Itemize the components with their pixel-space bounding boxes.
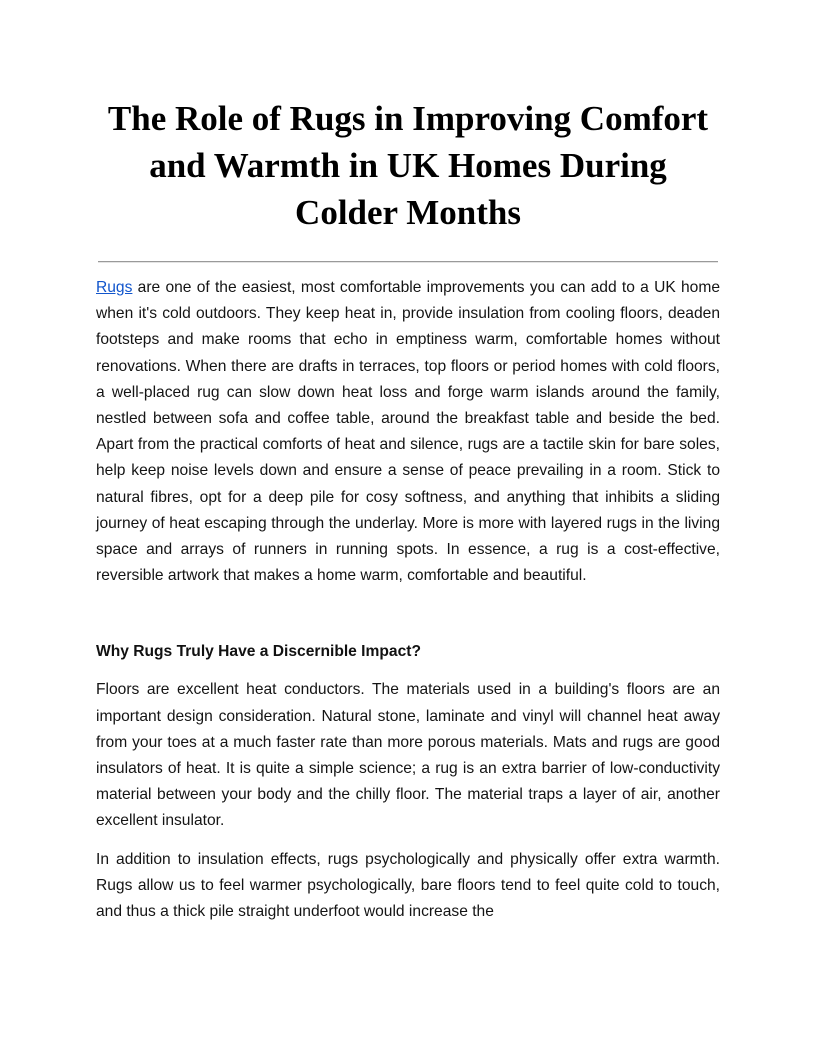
paragraph-psychology: In addition to insulation effects, rugs psychologically and physically offer extra warmth. Rugs allow us to feel warmer psychologically, bare floors tend to feel quite cold to touch, and thus a thick pile straight underfoot would increase the: [96, 850, 720, 921]
title-divider: [98, 261, 718, 263]
paragraph-floors: Floors are excellent heat conductors. The materials used in a building's floors are an important design consideration. Natural stone, laminate and vinyl will channel heat away from your toes at a much faster rate than more porous materials. Mats and rugs are good insulators of heat. It is quite a simple science; a rug is an extra barrier of low-conductivity material between your body and the chilly floor. The material traps a layer of air, another excellent insulator.: [96, 681, 720, 830]
intro-paragraph: [96, 275, 720, 589]
document-page: [96, 95, 720, 925]
section-heading: Why Rugs Truly Have a Discernible Impact?: [96, 643, 421, 661]
intro-text: are one of the easiest, most comfortable improvements you can add to a UK home when it's cold outdoors. They keep heat in, provide insulation from cooling floors, deaden footsteps and make rooms that echo in emptiness warm, comfortable homes without renovations. When there are drafts in terraces, top floors or period homes with cold floors, a well-placed rug can slow down heat loss and forge warm islands around the family, nestled between sofa and coffee table, around the breakfast table and beside the bed. Apart from the practical comforts of heat and silence, rugs are a tactile skin for bare soles, help keep noise levels down and ensure a sense of peace prevailing in a room. Stick to natural fibres, opt for a deep pile for cosy softness, and anything that inhibits a sliding journey of heat escaping through the underlay. More is more with layered rugs in the living space and arrays of runners in running spots. In essence, a rug is a cost-effective, reversible artwork that makes a home warm, comfortable and beautiful.: [96, 279, 720, 585]
document-title: The Role of Rugs in Improving Comfort and Warmth in UK Homes During Colder Months: [107, 99, 709, 232]
rugs-link[interactable]: Rugs: [96, 279, 133, 296]
